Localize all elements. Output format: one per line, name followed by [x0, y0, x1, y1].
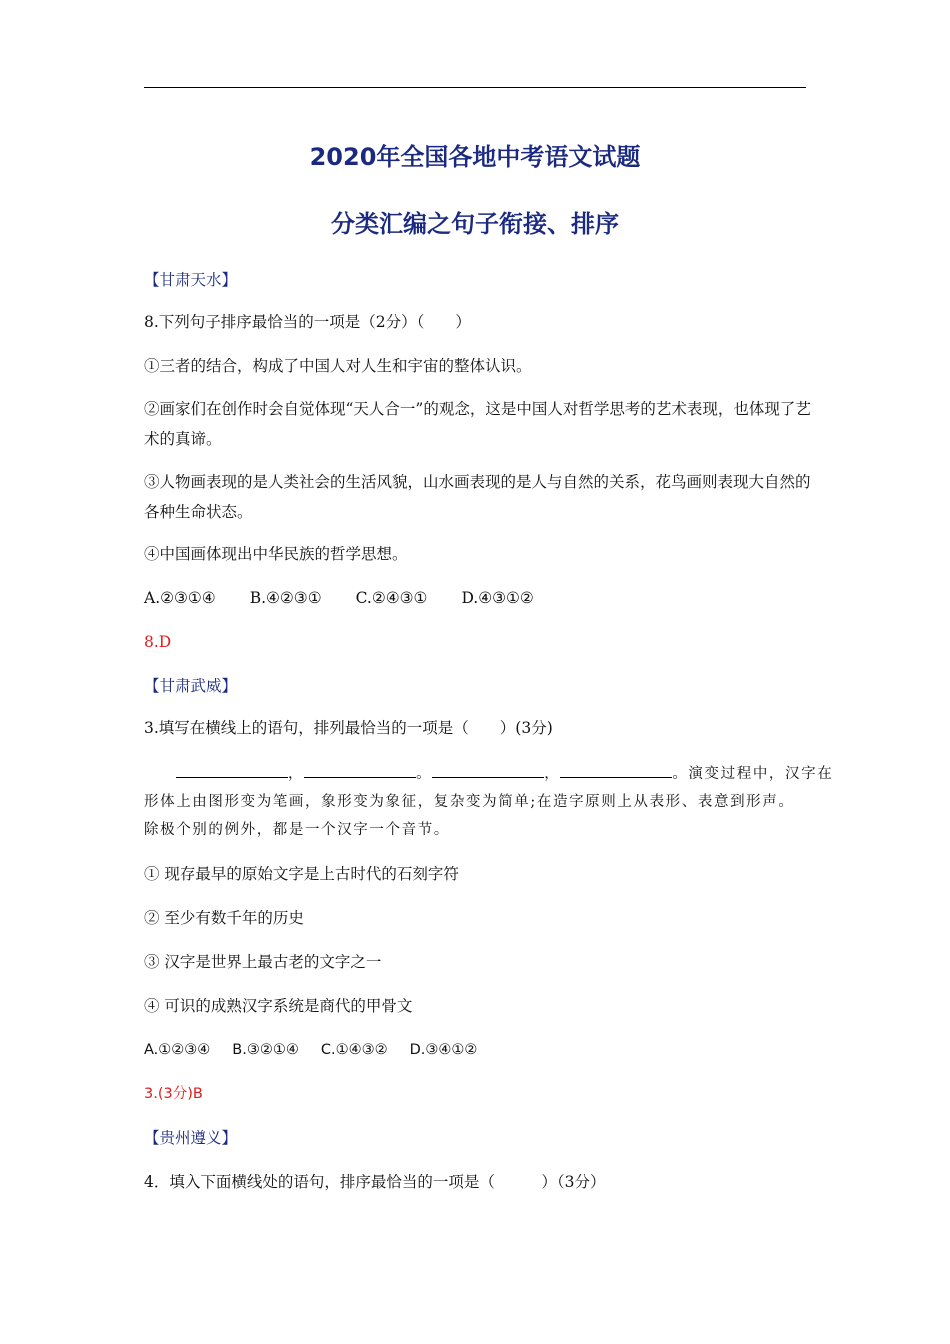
region-label: 【甘肃武威】 — [144, 677, 238, 695]
sentence-item: ④中国画体现出中华民族的哲学思想。 — [144, 545, 408, 563]
sentence-item: ①三者的结合，构成了中国人对人生和宇宙的整体认识。 — [144, 357, 532, 375]
sentence-item: ③人物画表现的是人类社会的生活风貌，山水画表现的是人与自然的关系，花鸟画则表现大自然的各种生命状态。 — [144, 473, 811, 521]
option-a: A.①②③④ — [144, 1042, 211, 1058]
answer-key: 8.D — [144, 633, 172, 651]
sentence-item: ②画家们在创作时会自觉体现“天人合一”的观念，这是中国人对哲学思考的艺术表现，也体现了艺术的真谛。 — [144, 400, 811, 448]
question-text: 3.填写在横线上的语句，排列最恰当的一项是（ ）(3分) — [144, 719, 553, 737]
region-label: 【贵州遵义】 — [144, 1129, 238, 1147]
option-d: D.③④①② — [409, 1042, 478, 1058]
fill-blank — [176, 763, 288, 778]
header-rule — [144, 87, 806, 88]
sentence-item: ③ 汉字是世界上最古老的文字之一 — [144, 953, 382, 971]
sentence-item: ① 现存最早的原始文字是上古时代的石刻字符 — [144, 865, 459, 883]
passage-line: 除极个别的例外，都是一个汉字一个音节。 — [144, 822, 450, 838]
question-text: 4．填入下面横线处的语句，排序最恰当的一项是（ ）（3分） — [144, 1173, 606, 1191]
passage-line: ， 。 ， 。演变过程中，汉字在 — [144, 760, 833, 788]
document-title: 2020年全国各地中考语文试题 — [309, 143, 641, 171]
option-d: D.④③①② — [461, 589, 534, 607]
option-b: B.③②①④ — [232, 1042, 299, 1058]
fill-blank — [304, 763, 416, 778]
option-b: B.④②③① — [249, 589, 322, 607]
answer-key: 3.(3分)B — [144, 1086, 203, 1102]
document-subtitle: 分类汇编之句子衔接、排序 — [331, 210, 619, 238]
answer-options — [144, 583, 568, 613]
answer-options — [144, 1035, 499, 1065]
sentence-item: ④ 可识的成熟汉字系统是商代的甲骨文 — [144, 997, 413, 1015]
region-label: 【甘肃天水】 — [144, 271, 238, 289]
option-c: C.①④③② — [320, 1042, 388, 1058]
option-c: C.②④③① — [355, 589, 428, 607]
sentence-item: ② 至少有数千年的历史 — [144, 909, 304, 927]
passage-line: 形体上由图形变为笔画，象形变为象征，复杂变为简单;在造字原则上从表形、表意到形声。 — [144, 794, 795, 810]
option-a: A.②③①④ — [144, 589, 216, 607]
fill-blank — [432, 763, 544, 778]
fill-blank — [560, 763, 672, 778]
question-text: 8.下列句子排序最恰当的一项是（2分）（ ） — [144, 313, 471, 331]
